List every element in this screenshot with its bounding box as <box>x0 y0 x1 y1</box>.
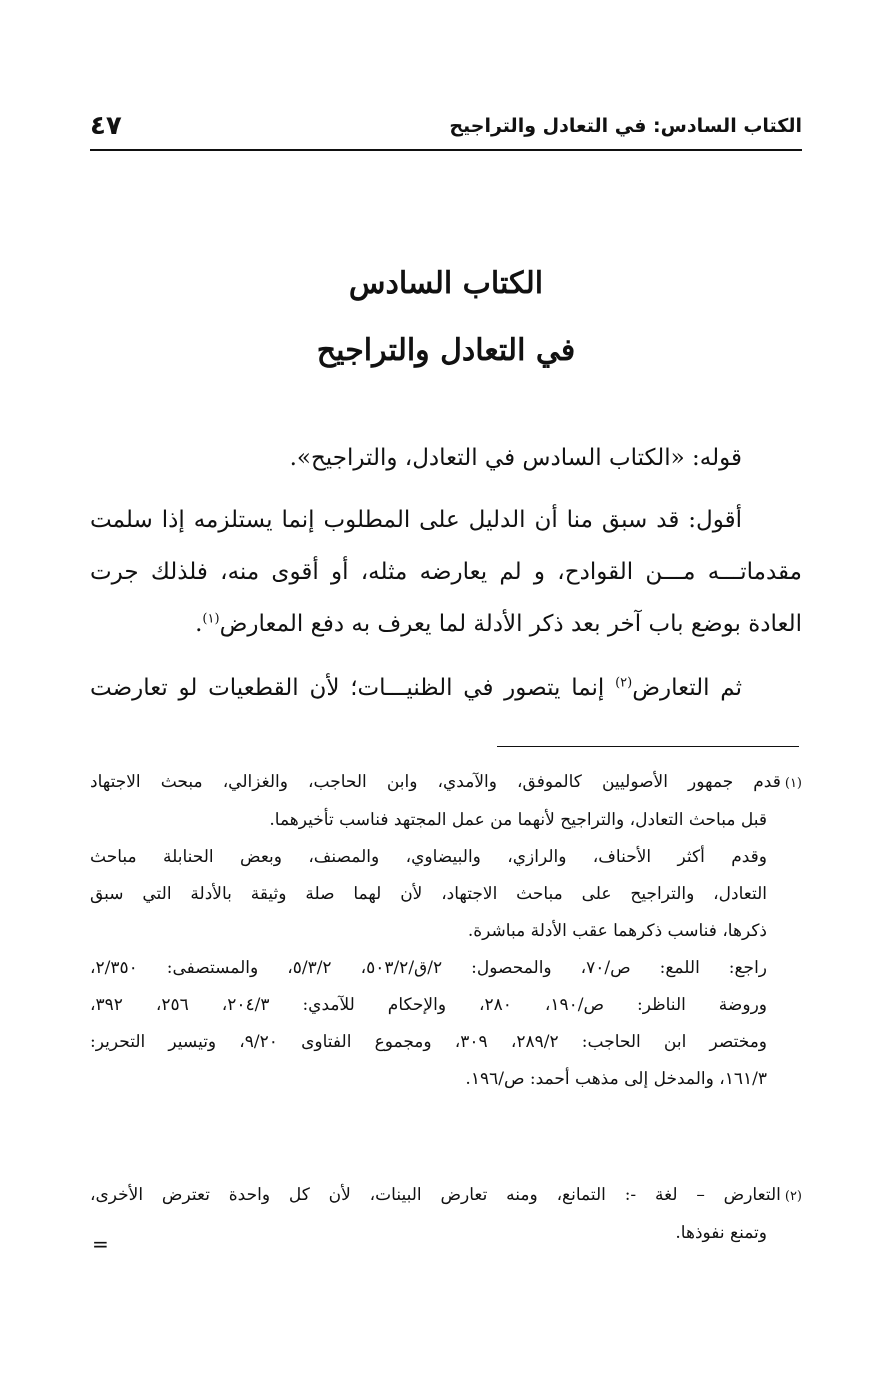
chapter-title: الكتاب السادس <box>348 266 544 301</box>
footnote-separator <box>497 746 799 747</box>
footnote-line: التعادل، والتراجيح على مباحث الاجتهاد، لأن لهما صلة وثيقة بالأدلة التي سبق <box>90 884 767 904</box>
footnote-line: راجع: اللمع: ص/٧٠، والمحصول: ٢/ق/٥٠٣/٢، ٥/٣/٢، والمستصفى: ٢/٣٥٠، <box>90 958 768 978</box>
body-text: . <box>195 611 203 637</box>
body-text: إنما يتصور في الظنيـــات؛ لأن القطعيات لو تعارضت <box>90 675 616 701</box>
footnote-line <box>90 1177 802 1215</box>
footnote-number: (١) <box>784 776 802 791</box>
continuation-mark: = <box>92 1232 109 1256</box>
footnote-line: ذكرها، فناسب ذكرهما عقب الأدلة مباشرة. <box>467 921 767 941</box>
page-number: ٤٧ <box>90 111 122 141</box>
footnote-ref-2[interactable]: (٢) <box>615 675 633 691</box>
footnote-line: وقدم أكثر الأحناف، والرازي، والبيضاوي، والمصنف، وبعض الحنابلة مباحث <box>90 847 767 867</box>
footnote-1 <box>90 764 802 1098</box>
body-line: مقدماتـــه مـــن القوادح، و لم يعارضه مثله، أو أقوى منه، فلذلك جرت <box>90 559 802 585</box>
body-text: ثم التعارض <box>632 675 743 701</box>
footnote-line <box>90 764 802 802</box>
footnote-line: قبل مباحث التعادل، والتراجيح لأنهما من عمل المجتهد فناسب تأخيرهما. <box>269 810 767 830</box>
footnote-text: التعارض – لغة -: التمانع، ومنه تعارض البينات، لأن كل واحدة تعترض الأخرى، <box>90 1185 781 1205</box>
paragraph-quote <box>90 432 802 484</box>
footnote-2 <box>90 1177 802 1252</box>
footnote-line: وتمنع نفوذها. <box>675 1223 767 1243</box>
body-text: العادة بوضع باب آخر بعد ذكر الأدلة لما يعرف به دفع المعارض <box>219 611 802 637</box>
footnote-text: قدم جمهور الأصوليين كالموفق، والآمدي، وابن الحاجب، والغزالي، مبحث الاجتهاد <box>90 772 781 792</box>
header-rule <box>90 149 802 151</box>
footnote-line: ومختصر ابن الحاجب: ٢٨٩/٢، ٣٠٩، ومجموع الفتاوى ٩/٢٠، وتيسير التحرير: <box>90 1032 768 1052</box>
footnote-line: وروضة الناظر: ص/١٩٠، ٢٨٠، والإحكام للآمدي: ٢٠٤/٣، ٢٥٦، ٣٩٢، <box>90 995 767 1015</box>
chapter-subtitle: في التعادل والتراجيح <box>316 333 576 368</box>
running-header <box>90 108 802 144</box>
paragraph-commentary <box>90 494 802 650</box>
paragraph-continued <box>90 662 802 714</box>
running-title: الكتاب السادس: في التعادل والتراجيح <box>449 115 802 137</box>
footnote-number: (٢) <box>784 1189 802 1204</box>
body-line: أقول: قد سبق منا أن الدليل على المطلوب إنما يستلزمه إذا سلمت <box>90 507 742 533</box>
footnote-line: ١٦١/٣، والمدخل إلى مذهب أحمد: ص/١٩٦. <box>465 1069 767 1089</box>
body-line <box>90 598 802 650</box>
footnote-ref-1[interactable]: (١) <box>202 611 220 627</box>
body-line: قوله: «الكتاب السادس في التعادل، والتراجيح». <box>289 445 742 471</box>
body-line <box>90 662 802 714</box>
